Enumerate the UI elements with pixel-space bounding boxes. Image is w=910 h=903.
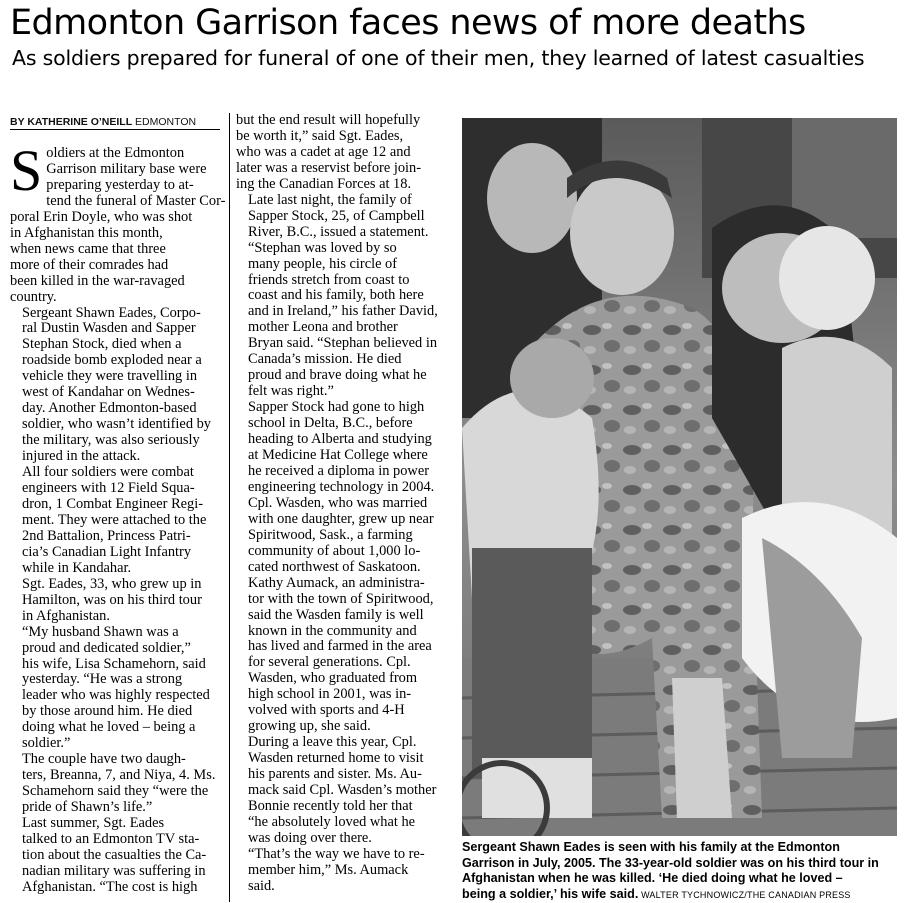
article-line: poral Erin Doyle, who was shot (10, 208, 193, 225)
article-line: Afghanistan. “The cost is high (22, 878, 198, 895)
article-line: oldiers at the Edmonton (46, 145, 185, 161)
article-line: proud and brave doing what he (248, 367, 427, 384)
article-paragraph (236, 496, 448, 576)
article-line: Cpl. Wasden, who was married (248, 494, 428, 511)
photo-credit: WALTER TYCHNOWICZ/THE CANADIAN PRESS (638, 889, 851, 900)
article-paragraph (236, 847, 448, 895)
article-line: During a leave this year, Cpl. (248, 734, 417, 751)
article-line: Kathy Aumack, an administra- (248, 574, 425, 591)
photo-caption (462, 840, 902, 903)
article-line: dron, 1 Combat Engineer Regi- (22, 495, 204, 512)
article-line: while in Kandahar. (22, 559, 132, 576)
article-line: volved with sports and 4-H (248, 702, 405, 719)
article-line: proud and dedicated soldier,” (22, 639, 191, 656)
article-line: said. (248, 877, 275, 894)
article-paragraph (10, 816, 222, 896)
article-line: Wasden, who graduated from (248, 670, 418, 687)
article-line: member him,” Ms. Aumack (248, 861, 409, 878)
article-line: Canada’s mission. He died (248, 351, 402, 368)
article-line: preparing yesterday to at- (46, 176, 194, 193)
article-line: Sergeant Shawn Eades, Corpo- (22, 304, 201, 321)
article-line: tend the funeral of Master Cor- (46, 192, 226, 209)
article-line: known in the community and (248, 622, 417, 639)
article-line: country. (10, 288, 57, 305)
article-line: heading to Alberta and studying (248, 431, 432, 448)
article-line: vehicle they were travelling in (22, 368, 198, 385)
caption-line: Afghanistan when he was killed. ‘He died doing what he loved – (462, 871, 843, 886)
byline (10, 116, 220, 130)
article-line: Schamehorn said they “were the (22, 783, 209, 800)
subheadline: As soldiers prepared for funeral of one of their men, they learned of latest casualties (12, 46, 865, 70)
article-line: in Afghanistan. (22, 607, 110, 624)
article-line: high school in 2001, was in- (248, 686, 412, 703)
article-line: Hamilton, was on his third tour (22, 591, 202, 608)
article-line: leader who was highly respected (22, 687, 210, 704)
article-line: River, B.C., issued a statement. (248, 223, 429, 240)
article-line: ing the Canadian Forces at 18. (236, 175, 412, 192)
article-line: engineers with 12 Field Squa- (22, 480, 195, 497)
article-paragraph (10, 465, 222, 577)
article-line: talked to an Edmonton TV sta- (22, 830, 200, 847)
article-line: Sapper Stock, 25, of Campbell (248, 207, 425, 224)
article-line: cated northwest of Saskatoon. (248, 558, 421, 575)
article-line: Garrison military base were (46, 160, 207, 177)
caption-line: being a soldier,’ his wife said. WALTER TYCHNOWICZ/THE CANADIAN PRESS (462, 886, 851, 901)
headline: Edmonton Garrison faces news of more deaths (10, 3, 806, 43)
article-line: by those around him. He died (22, 703, 193, 720)
article-line: for several generations. Cpl. (248, 654, 411, 671)
article-line: Last summer, Sgt. Eades (22, 815, 165, 832)
article-line: “That’s the way we have to re- (248, 845, 425, 862)
article-line: “he absolutely loved what he (248, 813, 416, 830)
caption-line: Sergeant Shawn Eades is seen with his family at the Edmonton (462, 840, 840, 854)
article-line: in Afghanistan this month, (10, 224, 163, 241)
article-line: “Stephan was loved by so (248, 239, 397, 256)
byline-location: EDMONTON (135, 116, 197, 128)
article-line: at Medicine Hat College where (248, 447, 428, 464)
article-paragraph (236, 400, 448, 496)
article-line: day. Another Edmonton-based (22, 400, 197, 417)
caption-line: Garrison in July, 2005. The 33-year-old soldier was on his third tour in (462, 855, 879, 870)
article-line: was doing over there. (248, 829, 372, 846)
article-line: 2nd Battalion, Princess Patri- (22, 527, 191, 544)
article-line: felt was right.” (248, 383, 334, 400)
article-line: Late last night, the family of (248, 191, 412, 208)
article-line: Spiritwood, Sask., a farming (248, 526, 413, 543)
article-paragraph (236, 735, 448, 847)
article-paragraph (236, 113, 448, 193)
article-line: ters, Breanna, 7, and Niya, 4. Ms. (22, 767, 216, 784)
article-line: Bryan said. “Stephan believed in (248, 335, 438, 352)
article-line: friends stretch from coast to (248, 271, 410, 288)
article-line: nadian military was suffering in (22, 862, 206, 879)
article-line: with one daughter, grew up near (248, 510, 434, 527)
article-column-2 (236, 113, 448, 895)
article-line: All four soldiers were combat (22, 464, 194, 481)
article-line: school in Delta, B.C., before (248, 415, 413, 432)
article-paragraph (236, 576, 448, 736)
article-line: he received a diploma in power (248, 462, 430, 479)
article-line: Stephan Stock, died when a (22, 336, 182, 353)
article-line: Sapper Stock had gone to high (248, 399, 425, 416)
article-line: west of Kandahar on Wednes- (22, 384, 195, 401)
byline-author: BY KATHERINE O’NEILL (10, 116, 133, 128)
column-divider (229, 113, 230, 902)
article-line: soldier, who wasn’t identified by (22, 416, 212, 433)
article-line: growing up, she said. (248, 718, 371, 735)
article-line: when news came that three (10, 240, 166, 257)
article-line: his parents and sister. Ms. Au- (248, 766, 422, 783)
article-paragraph (236, 241, 448, 401)
article-line: yesterday. “He was a strong (22, 671, 183, 688)
photo-soldier-with-family (462, 118, 897, 836)
article-line: “My husband Shawn was a (22, 623, 179, 640)
article-line: be worth it,” said Sgt. Eades, (236, 127, 404, 144)
article-line: The couple have two daugh- (22, 751, 186, 768)
article-line: cia’s Canadian Light Infantry (22, 543, 192, 560)
article-paragraph (10, 577, 222, 625)
article-paragraph (10, 625, 222, 753)
drop-cap: S (10, 138, 43, 203)
article-line: and in Ireland,” his father David, (248, 303, 438, 320)
article-line: coast and his family, both here (248, 287, 424, 304)
article-line: ment. They were attached to the (22, 511, 207, 528)
article-line: Sgt. Eades, 33, who grew up in (22, 575, 202, 592)
article-line: later was a reservist before join- (236, 159, 421, 176)
news-photo (462, 118, 897, 836)
article-line: Bonnie recently told her that (248, 797, 413, 814)
article-line: doing what he loved – being a (22, 719, 196, 736)
article-line: tion about the casualties the Ca- (22, 846, 207, 863)
article-line: roadside bomb exploded near a (22, 352, 202, 369)
article-line: tor with the town of Spiritwood, (248, 590, 434, 607)
article-line: who was a cadet at age 12 and (236, 143, 411, 160)
article-line: has lived and farmed in the area (248, 638, 432, 655)
article-line: mother Leona and brother (248, 319, 398, 336)
article-line: community of about 1,000 lo- (248, 542, 421, 559)
article-line: said the Wasden family is well (248, 606, 424, 623)
article-line: but the end result will hopefully (236, 112, 421, 128)
article-line: more of their comrades had (10, 256, 169, 273)
article-line: his wife, Lisa Schamehorn, said (22, 655, 206, 672)
article-paragraph (10, 752, 222, 816)
article-line: ral Dustin Wasden and Sapper (22, 320, 196, 337)
article-line: injured in the attack. (22, 448, 141, 465)
article-line: been killed in the war-ravaged (10, 272, 185, 289)
article-line: soldier.” (22, 735, 71, 752)
article-line: the military, was also seriously (22, 432, 200, 449)
article-column-1 (10, 138, 226, 896)
article-line: mack said Cpl. Wasden’s mother (248, 782, 437, 799)
article-line: engineering technology in 2004. (248, 478, 435, 495)
article-line: Wasden returned home to visit (248, 750, 424, 767)
article-line: many people, his circle of (248, 255, 398, 272)
article-line: pride of Shawn’s life.” (22, 799, 153, 816)
article-paragraph (10, 306, 222, 466)
article-paragraph (236, 193, 448, 241)
